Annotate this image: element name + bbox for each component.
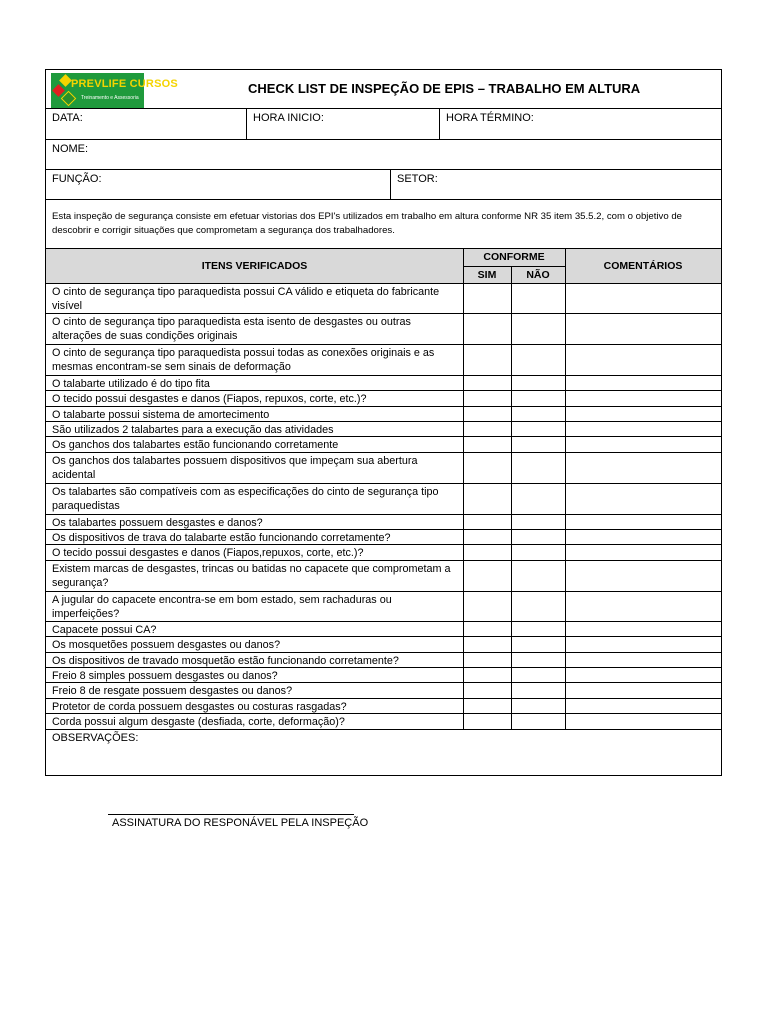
item-text: Os talabartes possuem desgastes e danos? <box>52 517 263 529</box>
table-row <box>46 699 721 714</box>
comment-cell[interactable] <box>565 530 566 544</box>
divider <box>246 109 247 139</box>
sim-cell[interactable] <box>463 699 464 713</box>
table-row <box>46 422 721 437</box>
nao-cell[interactable] <box>511 714 512 729</box>
item-text: O cinto de segurança tipo paraquedista possui todas as conexões originais e as mesmas encontram-se sem sinais de deformação <box>52 347 435 373</box>
hora-termino-field[interactable]: HORA TÉRMINO: <box>446 112 534 124</box>
comment-cell[interactable] <box>565 422 566 436</box>
nao-cell[interactable] <box>511 622 512 636</box>
col-nao: NÃO <box>526 269 550 281</box>
hora-inicio-field[interactable]: HORA INICIO: <box>253 112 324 124</box>
comment-cell[interactable] <box>565 545 566 560</box>
item-text: A jugular do capacete encontra-se em bom estado, sem rachaduras ou imperfeições? <box>52 594 392 620</box>
nao-cell[interactable] <box>511 515 512 529</box>
item-text: Protetor de corda possuem desgastes ou costuras rasgadas? <box>52 701 347 713</box>
comment-cell[interactable] <box>565 345 566 375</box>
table-row <box>46 622 721 637</box>
table-row <box>46 484 721 515</box>
observacoes-row <box>46 730 721 775</box>
item-text: Freio 8 de resgate possuem desgastes ou danos? <box>52 685 293 697</box>
sim-cell[interactable] <box>463 391 464 406</box>
comment-cell[interactable] <box>565 484 566 514</box>
table-row <box>46 391 721 407</box>
logo-diamond-green <box>61 91 77 107</box>
nao-cell[interactable] <box>511 683 512 698</box>
table-row <box>46 545 721 561</box>
item-text: Capacete possui CA? <box>52 624 157 636</box>
comment-cell[interactable] <box>565 561 566 591</box>
sim-cell[interactable] <box>463 592 464 621</box>
item-text: Os talabartes são compatíveis com as especificações do cinto de segurança tipo paraquedistas <box>52 486 439 512</box>
table-row <box>46 592 721 622</box>
sim-cell[interactable] <box>463 314 464 344</box>
nao-cell[interactable] <box>511 422 512 436</box>
item-text: São utilizados 2 talabartes para a execução das atividades <box>52 424 334 436</box>
divider <box>463 266 565 267</box>
divider <box>439 109 440 139</box>
nao-cell[interactable] <box>511 314 512 344</box>
sim-cell[interactable] <box>463 284 464 313</box>
data-field[interactable]: DATA: <box>52 112 83 124</box>
item-text: O cinto de segurança tipo paraquedista esta isento de desgastes ou outras alterações de suas condições originais <box>52 316 411 342</box>
table-row <box>46 437 721 453</box>
nao-cell[interactable] <box>511 484 512 514</box>
table-row <box>46 714 721 730</box>
comment-cell[interactable] <box>565 284 566 313</box>
nao-cell[interactable] <box>511 592 512 621</box>
comment-cell[interactable] <box>565 391 566 406</box>
comment-cell[interactable] <box>565 515 566 529</box>
nao-cell[interactable] <box>511 530 512 544</box>
item-text: Corda possui algum desgaste (desfiada, corte, deformação)? <box>52 716 345 728</box>
divider <box>390 170 391 199</box>
item-text: O cinto de segurança tipo paraquedista possui CA válido e etiqueta do fabricante visível <box>52 286 440 312</box>
sim-cell[interactable] <box>463 561 464 591</box>
nao-cell[interactable] <box>511 391 512 406</box>
nao-cell[interactable] <box>511 437 512 452</box>
table-row <box>46 637 721 653</box>
table-header <box>46 249 721 284</box>
table-row <box>46 668 721 683</box>
sim-cell[interactable] <box>463 653 464 667</box>
item-text: Os mosquetões possuem desgastes ou danos? <box>52 639 281 651</box>
nao-cell[interactable] <box>511 699 512 713</box>
nao-cell[interactable] <box>511 637 512 652</box>
sim-cell[interactable] <box>463 345 464 375</box>
nao-cell[interactable] <box>511 345 512 375</box>
funcao-field[interactable]: FUNÇÃO: <box>52 173 102 185</box>
logo-subtitle: Treinamento e Assessoria <box>81 95 139 101</box>
signature-label: ASSINATURA DO RESPONÁVEL PELA INSPEÇÃO <box>112 817 369 829</box>
table-row <box>46 683 721 699</box>
table-row <box>46 314 721 345</box>
form-header <box>46 70 721 109</box>
item-text: Os dispositivos de travado mosquetão estão funcionando corretamente? <box>52 655 399 667</box>
sim-cell[interactable] <box>463 376 464 390</box>
table-row <box>46 515 721 530</box>
sim-cell[interactable] <box>463 530 464 544</box>
table-row <box>46 407 721 422</box>
table-row <box>46 530 721 545</box>
comment-cell[interactable] <box>565 453 566 483</box>
sim-cell[interactable] <box>463 484 464 514</box>
sim-cell[interactable] <box>463 407 464 421</box>
nao-cell[interactable] <box>511 668 512 682</box>
comment-cell[interactable] <box>565 437 566 452</box>
checklist-items <box>46 284 721 730</box>
checklist-form <box>45 69 722 776</box>
sim-cell[interactable] <box>463 453 464 483</box>
comment-cell[interactable] <box>565 683 566 698</box>
comment-cell[interactable] <box>565 668 566 682</box>
col-conforme: CONFORME <box>483 251 545 263</box>
item-text: O tecido possui desgastes e danos (Fiapos, repuxos, corte, etc.)? <box>52 393 367 405</box>
sim-cell[interactable] <box>463 437 464 452</box>
logo-name: PREVLIFE CURSOS <box>71 78 178 90</box>
item-text: Existem marcas de desgastes, trincas ou batidas no capacete que comprometam a segurança? <box>52 563 451 589</box>
col-sim: SIM <box>477 269 497 281</box>
nome-row <box>46 140 721 170</box>
logo-diamond-yellow <box>59 74 72 87</box>
item-text: Os dispositivos de trava do talabarte estão funcionando corretamente? <box>52 532 391 544</box>
nao-cell[interactable] <box>511 453 512 483</box>
item-text: O tecido possui desgastes e danos (Fiapos,repuxos, corte, etc.)? <box>52 547 364 559</box>
nome-field[interactable]: NOME: <box>52 143 89 155</box>
comment-cell[interactable] <box>565 592 566 621</box>
sim-cell[interactable] <box>463 515 464 529</box>
table-row <box>46 284 721 314</box>
item-text: O talabarte utilizado é do tipo fita <box>52 378 210 390</box>
sim-cell[interactable] <box>463 714 464 729</box>
comment-cell[interactable] <box>565 653 566 667</box>
item-text: Os ganchos dos talabartes possuem dispositivos que impeçam sua abertura acidental <box>52 455 418 481</box>
table-row <box>46 561 721 592</box>
sim-cell[interactable] <box>463 622 464 636</box>
sim-cell[interactable] <box>463 545 464 560</box>
comment-cell[interactable] <box>565 637 566 652</box>
date-time-row <box>46 109 721 140</box>
sim-cell[interactable] <box>463 637 464 652</box>
nao-cell[interactable] <box>511 561 512 591</box>
signature-line <box>108 814 354 815</box>
table-row <box>46 653 721 668</box>
sim-cell[interactable] <box>463 683 464 698</box>
nao-cell[interactable] <box>511 407 512 421</box>
item-text: Os ganchos dos talabartes estão funcionando corretamente <box>52 439 339 451</box>
funcao-setor-row <box>46 170 721 200</box>
comment-cell[interactable] <box>565 699 566 713</box>
comment-cell[interactable] <box>565 714 566 729</box>
observacoes-field[interactable]: OBSERVAÇÕES: <box>52 732 139 744</box>
intro-row <box>46 200 721 249</box>
nao-cell[interactable] <box>511 376 512 390</box>
nao-cell[interactable] <box>511 284 512 313</box>
nao-cell[interactable] <box>511 545 512 560</box>
comment-cell[interactable] <box>565 376 566 390</box>
comment-cell[interactable] <box>565 407 566 421</box>
table-row <box>46 453 721 484</box>
item-text: O talabarte possui sistema de amortecimento <box>52 409 270 421</box>
col-itens-verificados: ITENS VERIFICADOS <box>201 260 308 272</box>
comment-cell[interactable] <box>565 622 566 636</box>
comment-cell[interactable] <box>565 314 566 344</box>
table-row <box>46 376 721 391</box>
item-text: Freio 8 simples possuem desgastes ou danos? <box>52 670 278 682</box>
table-row <box>46 345 721 376</box>
page-title: CHECK LIST DE INSPEÇÃO DE EPIS – TRABALHO EM ALTURA <box>248 81 641 96</box>
company-logo <box>51 73 178 108</box>
sim-cell[interactable] <box>463 422 464 436</box>
setor-field[interactable]: SETOR: <box>397 173 438 185</box>
intro-text: Esta inspeção de segurança consiste em efetuar vistorias dos EPI's utilizados em trabalho em altura conforme NR 35 item 35.5.2, com o objetivo de descobrir e corrigir situações que comprometam a segurança dos trabalhadores. <box>52 211 683 236</box>
col-comentarios: COMENTÁRIOS <box>603 260 683 272</box>
sim-cell[interactable] <box>463 668 464 682</box>
nao-cell[interactable] <box>511 653 512 667</box>
